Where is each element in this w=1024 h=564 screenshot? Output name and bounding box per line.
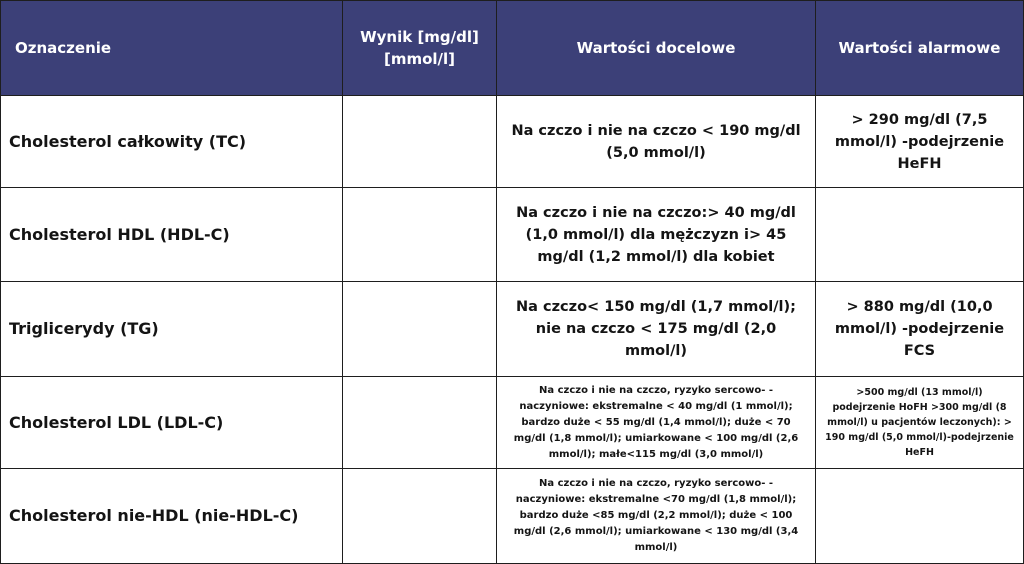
target-value-cell: Na czczo i nie na czczo < 190 mg/dl (5,0 mmol/l) xyxy=(497,96,816,188)
table-header xyxy=(1,1,1024,96)
table-row xyxy=(1,377,1024,469)
row-label-total-cholesterol: Cholesterol całkowity (TC) xyxy=(1,96,343,188)
header-target-values: Wartości docelowe xyxy=(497,1,816,96)
header-row xyxy=(1,1,1024,96)
header-result: Wynik [mg/dl] [mmol/l] xyxy=(343,1,497,96)
row-label-non-hdl-cholesterol: Cholesterol nie-HDL (nie-HDL-C) xyxy=(1,469,343,564)
result-cell xyxy=(343,469,497,564)
alarm-value-cell xyxy=(816,469,1024,564)
result-cell xyxy=(343,282,497,377)
row-label-hdl-cholesterol: Cholesterol HDL (HDL-C) xyxy=(1,188,343,282)
table-row xyxy=(1,469,1024,564)
alarm-value-cell: > 290 mg/dl (7,5 mmol/l) -podejrzenie HeFH xyxy=(816,96,1024,188)
target-value-cell: Na czczo i nie na czczo:> 40 mg/dl (1,0 mmol/l) dla mężczyzn i> 45 mg/dl (1,2 mmol/l) dla kobiet xyxy=(497,188,816,282)
header-designation: Oznaczenie xyxy=(1,1,343,96)
alarm-value-cell: >500 mg/dl (13 mmol/l) podejrzenie HoFH >300 mg/dl (8 mmol/l) u pacjentów leczonych): > 190 mg/dl (5,0 mmol/l)-podejrzenie HeFH xyxy=(816,377,1024,469)
row-label-ldl-cholesterol: Cholesterol LDL (LDL-C) xyxy=(1,377,343,469)
table-row xyxy=(1,188,1024,282)
table-body xyxy=(1,96,1024,564)
result-cell xyxy=(343,188,497,282)
header-alarm-values: Wartości alarmowe xyxy=(816,1,1024,96)
target-value-cell: Na czczo i nie na czczo, ryzyko sercowo- -naczyniowe: ekstremalne <70 mg/dl (1,8 mmol/l); bardzo duże <85 mg/dl (2,2 mmol/l); duże < 100 mg/dl (2,6 mmol/l); umiarkowane < 130 mg/dl (3,4 mmol/l) xyxy=(497,469,816,564)
alarm-value-cell xyxy=(816,188,1024,282)
row-label-triglycerides: Triglicerydy (TG) xyxy=(1,282,343,377)
result-cell xyxy=(343,377,497,469)
table-row xyxy=(1,282,1024,377)
alarm-value-cell: > 880 mg/dl (10,0 mmol/l) -podejrzenie FCS xyxy=(816,282,1024,377)
target-value-cell: Na czczo< 150 mg/dl (1,7 mmol/l); nie na czczo < 175 mg/dl (2,0 mmol/l) xyxy=(497,282,816,377)
result-cell xyxy=(343,96,497,188)
target-value-cell: Na czczo i nie na czczo, ryzyko sercowo- -naczyniowe: ekstremalne < 40 mg/dl (1 mmol/l); bardzo duże < 55 mg/dl (1,4 mmol/l); duże < 70 mg/dl (1,8 mmol/l); umiarkowane < 100 mg/dl (2,6 mmol/l); małe<115 mg/dl (3,0 mmol/l) xyxy=(497,377,816,469)
table-row xyxy=(1,96,1024,188)
